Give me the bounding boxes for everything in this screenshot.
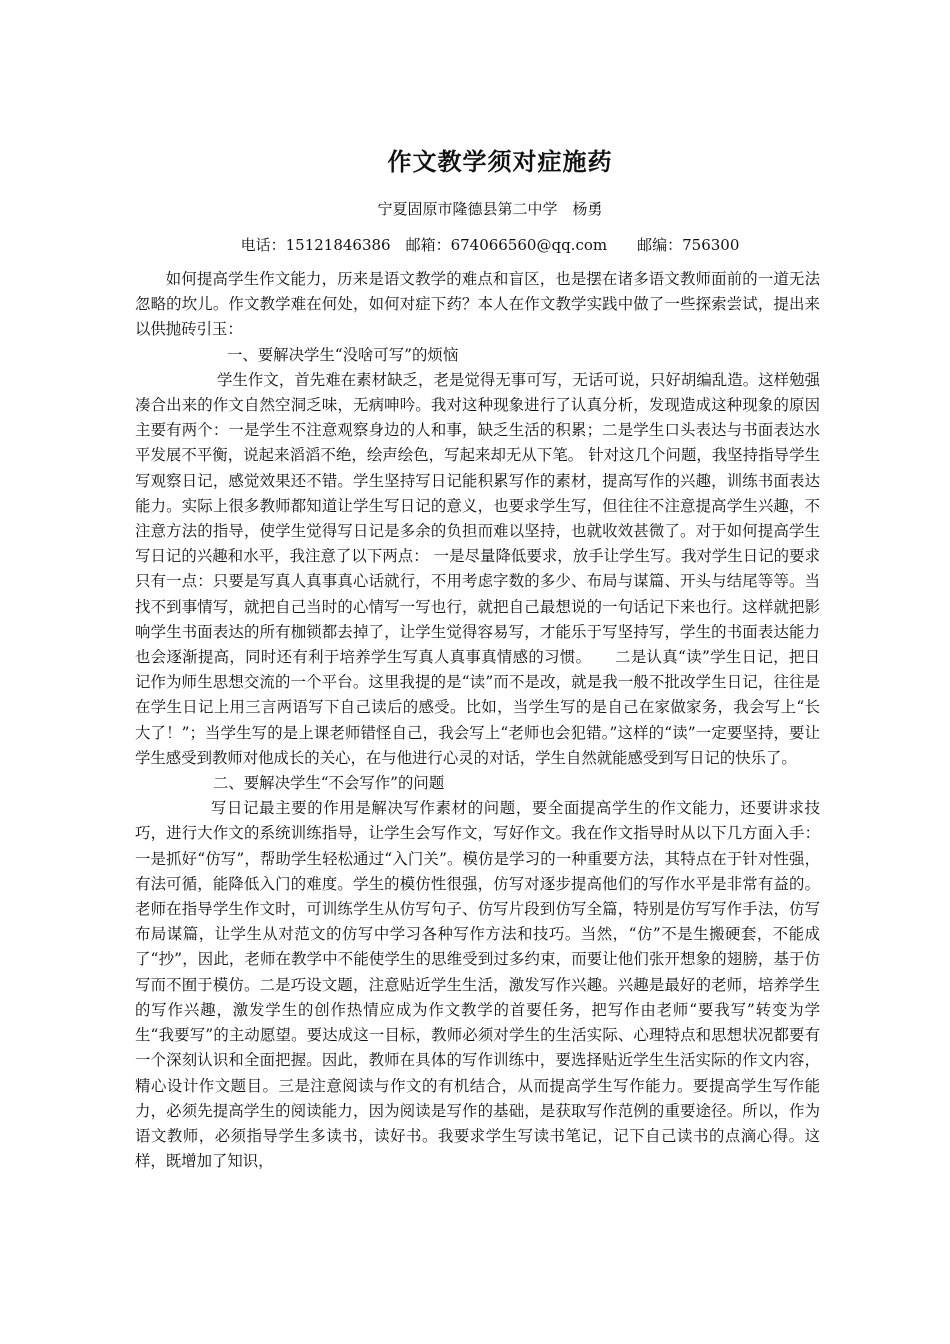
contact-line: 电话：15121846386 邮箱：674066560@qq.com 邮编：756300 (240, 236, 740, 254)
document-title: 作文教学须对症施药 (387, 147, 613, 176)
section-2-paragraph: 写日记最主要的作用是解决写作素材的问题，要全面提高学生的作文能力，还要讲求技巧，进行大作文的系统训练指导，让学生会写作文，写好作文。我在作文指导时从以下几方面入手：一是抓好“仿写”，帮助学生轻松通过“入门关”。模仿是学习的一种重要方法，其特点在于针对性强，有法可循，能降低入门的难度。学生的模仿性很强，仿写对逐步提高他们的写作水平是非常有益的。老师在指导学生作文时，可训练学生从仿写句子、仿写片段到仿写全篇，特别是仿写写作手法，仿写布局谋篇，让学生从对范文的仿写中学习各种写作方法和技巧。当然，“仿”不是生搬硬套，不能成了“抄”，因此，老师在教学中不能使学生的思维受到过多约束，而要让他们张开想象的翅膀，基于仿写而不囿于模仿。二是巧设文题，注意贴近学生生活，激发写作兴趣。兴趣是最好的老师，培养学生的写作兴趣，激发学生的创作热情应成为作文教学的首要任务，把写作由老师“要我写”转变为学生“我要写”的主动愿望。要达成这一目标，教师必须对学生的生活实际、心理特点和思想状况都要有一个深刻认识和全面把握。因此，教师在具体的写作训练中，要选择贴近学生生活实际的作文内容，精心设计作文题目。三是注意阅读与作文的有机结合，从而提高学生写作能力。要提高学生写作能力，必须先提高学生的阅读能力，因为阅读是写作的基础，是获取写作范例的重要途径。所以，作为语文教师，必须指导学生多读书，读好书。我要求学生写读书笔记，记下自己读书的点滴心得。这样，既增加了知识， (135, 799, 820, 1171)
intro-paragraph: 如何提高学生作文能力，历来是语文教学的难点和盲区，也是摆在诸多语文教师面前的一道无法忽略的坎儿。作文教学难在何处，如何对症下药？本人在作文教学实践中做了一些探索尝试，提出来以供抛砖引玉： (135, 270, 820, 339)
section-2-heading: 二、要解决学生“不会写作”的问题 (213, 774, 445, 793)
author-line: 宁夏固原市隆德县第二中学 杨勇 (377, 200, 603, 218)
document-body (135, 267, 820, 1174)
section-1-paragraph: 学生作文，首先难在素材缺乏，老是觉得无事可写，无话可说，只好胡编乱造。这样勉强凑合出来的作文自然空洞乏味，无病呻吟。我对这种现象进行了认真分析，发现造成这种现象的原因主要有两个：一是学生不注意观察身边的人和事，缺乏生活的积累；二是学生口头表达与书面表达水平发展不平衡，说起来滔滔不绝，绘声绘色，写起来却无从下笔。 针对这几个问题，我坚持指导学生写观察日记，感觉效果还不错。学生坚持写日记能积累写作的素材，提高写作的兴趣，训练书面表达能力。实际上很多教师都知道让学生写日记的意义，也要求学生写，但往往不注意提高学生兴趣，不注意方法的指导，使学生觉得写日记是多余的负担而难以坚持，也就收效甚微了。对于如何提高学生写日记的兴趣和水平，我注意了以下两点： 一是尽量降低要求，放手让学生写。我对学生日记的要求只有一点：只要是写真人真事真心话就行，不用考虑字数的多少、布局与谋篇、开头与结尾等等。当找不到事情写，就把自己当时的心情写一写也行，就把自己最想说的一句话记下来也行。这样就把影响学生书面表达的所有枷锁都去掉了，让学生觉得容易写，才能乐于写坚持写，学生的书面表达能力也会逐渐提高，同时还有利于培养学生写真人真事真情感的习惯。 二是认真“读”学生日记，把日记作为师生思想交流的一个平台。这里我提的是“读”而不是改，就是我一般不批改学生日记，往往是在学生日记上用三言两语写下自己读后的感受。比如，当学生写的是自己在家做家务，我会写上“长大了！”；当学生写的是上课老师错怪自己，我会写上“老师也会犯错。”这样的“读”一定要坚持，要让学生感受到教师对他成长的关心，在与他进行心灵的对话，学生自然就能感受到写日记的快乐了。 (135, 370, 820, 767)
section-1-heading: 一、要解决学生“没啥可写”的烦恼 (227, 345, 459, 364)
